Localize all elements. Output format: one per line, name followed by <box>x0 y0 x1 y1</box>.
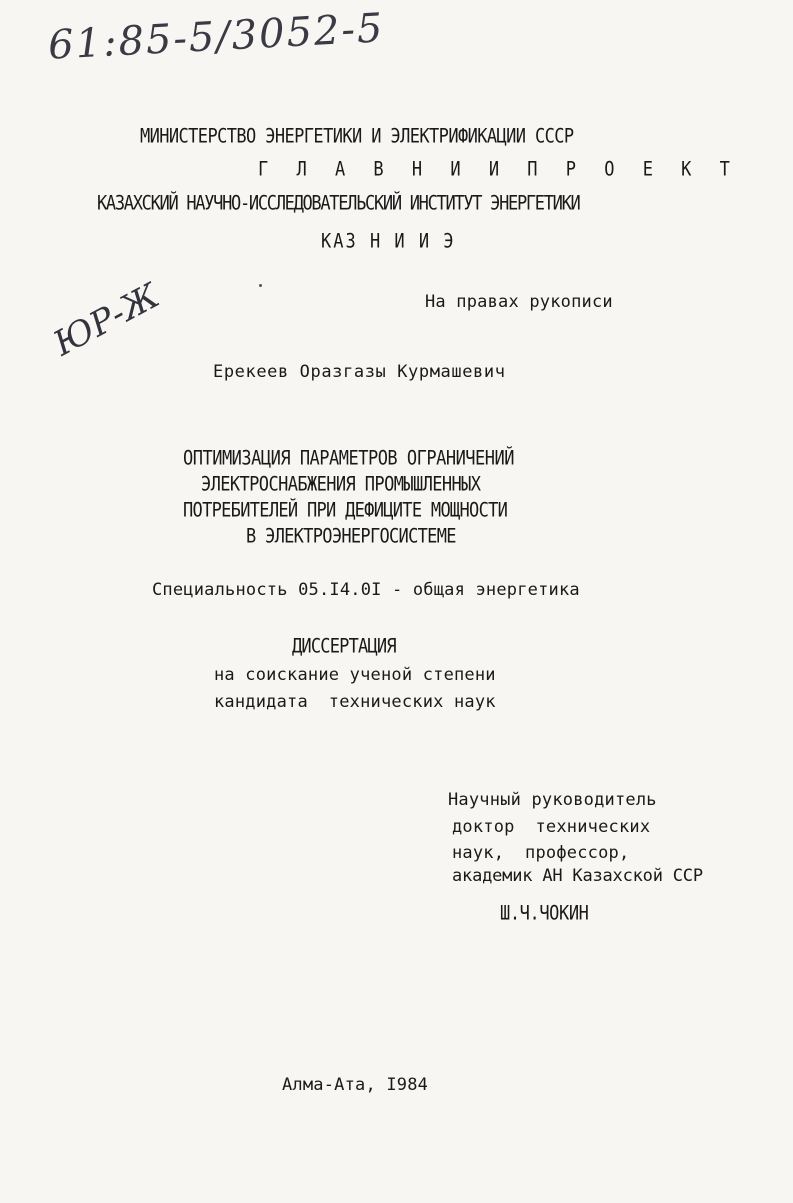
title-line: В ЭЛЕКТРОЭНЕРГОСИСТЕМЕ <box>246 525 456 548</box>
institute-abbreviation: КАЗ Н И И Э <box>321 230 456 253</box>
dissertation-degree-line: кандидата технических наук <box>214 692 496 712</box>
ministry-heading: МИНИСТЕРСТВО ЭНЕРГЕТИКИ И ЭЛЕКТРИФИКАЦИИ СССР <box>140 125 574 148</box>
handwritten-catalog-code: 61:85-5/3052-5 <box>47 5 386 69</box>
supervisor-name: Ш.Ч.ЧОКИН <box>500 902 589 925</box>
main-institute-heading: Г Л А В Н И И П Р О Е К Т <box>258 158 739 181</box>
supervisor-title: Научный руководитель <box>448 790 657 810</box>
title-line: ПОТРЕБИТЕЛЕЙ ПРИ ДЕФИЦИТЕ МОЩНОСТИ <box>183 499 508 522</box>
supervisor-academy: академик АН Казахской ССР <box>452 866 703 886</box>
supervisor-degree: доктор технических <box>452 817 651 837</box>
supervisor-rank: наук, профессор, <box>452 843 630 863</box>
handwritten-margin-mark: ЮР-Ж <box>47 275 166 365</box>
place-and-year: Алма-Ата, I984 <box>282 1075 429 1095</box>
research-institute-heading: КАЗАХСКИЙ НАУЧНО-ИССЛЕДОВАТЕЛЬСКИЙ ИНСТИТУТ ЭНЕРГЕТИКИ <box>97 192 580 215</box>
title-line: ОПТИМИЗАЦИЯ ПАРАМЕТРОВ ОГРАНИЧЕНИЙ <box>183 447 514 470</box>
author-name: Ерекеев Оразгазы Курмашевич <box>213 362 506 382</box>
dissertation-label: ДИССЕРТАЦИЯ <box>292 635 396 658</box>
rights-notice: На правах рукописи <box>425 292 613 312</box>
scan-speck <box>259 284 262 287</box>
title-line: ЭЛЕКТРОСНАБЖЕНИЯ ПРОМЫШЛЕННЫХ <box>201 473 481 496</box>
dissertation-degree-line: на соискание ученой степени <box>214 665 496 685</box>
specialty-line: Специальность 05.I4.0I - общая энергетика <box>152 580 580 600</box>
